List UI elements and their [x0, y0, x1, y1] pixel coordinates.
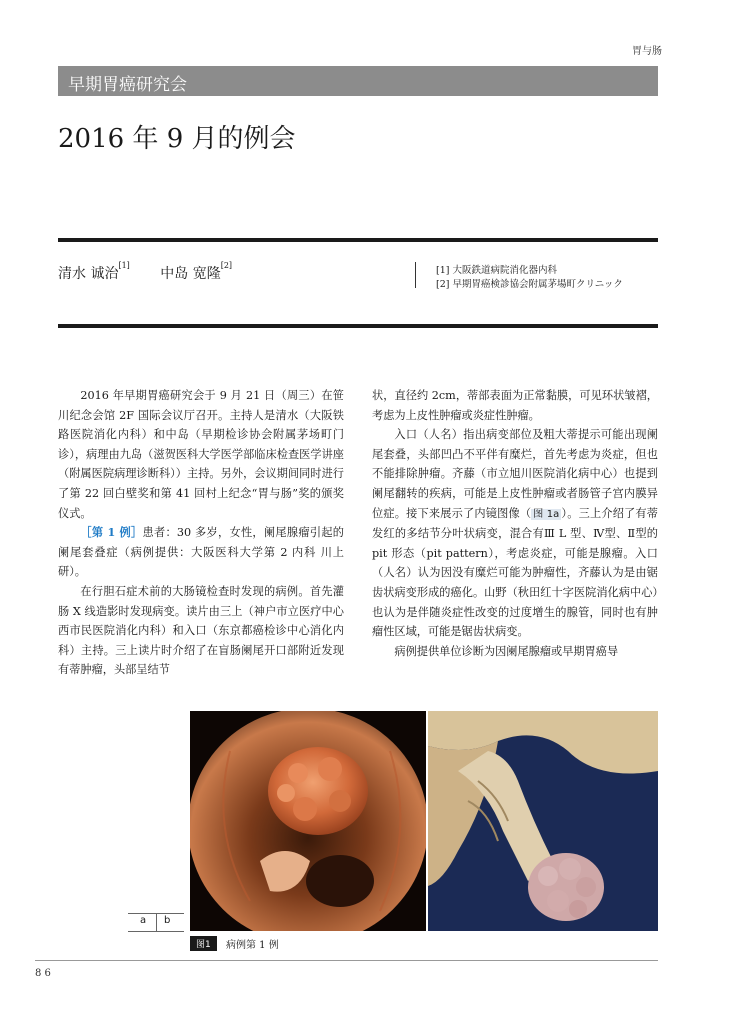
left-column: [58, 386, 344, 680]
author-name: 清水 诚治: [58, 266, 119, 282]
right-column: [372, 386, 658, 661]
subfigure-label-b: b: [164, 915, 171, 926]
specimen-illustration: [428, 711, 658, 931]
figure-badge: 图1: [190, 936, 217, 951]
page-number: 8 6: [35, 968, 51, 979]
section-band: [58, 66, 658, 96]
endoscopy-illustration: [190, 711, 426, 931]
affiliation-1: [1] 大阪鉄道病院消化器内科: [436, 265, 557, 276]
paragraph: 状，直径约 2cm，蒂部表面为正常黏膜，可见环状皱褶，考虑为上皮性肿瘤或炎症性肿瘤。: [372, 389, 658, 422]
article-title: 2016 年 9 月的例会: [58, 124, 296, 154]
specimen-image: [428, 711, 658, 931]
author-ref: [2]: [220, 261, 233, 270]
paragraph-text: 入口（人名）指出病变部位及粗大蒂提示可能出现阑尾套叠，头部凹凸不平伴有糜烂，首先考虑为炎症，但也不能排除肿瘤。齐藤（市立旭川医院消化病中心）也提到阑尾翻转的疾病，可能是上皮性肿瘤或者肠管子宫内膜异位症。接下来展示了内镜图像（: [372, 428, 658, 520]
author-ref: [1]: [118, 261, 130, 270]
paragraph-text: 患者：30 多岁，女性，阑尾腺瘤引起的阑尾套叠症（病例提供：大阪医科大学第 2 内科 川上 研）。: [58, 526, 344, 579]
paragraph: [58, 523, 344, 582]
case-label: ［第 1 例］: [80, 525, 143, 540]
section-title: 早期胃癌研究会: [68, 75, 187, 95]
author-name: 中岛 宽隆: [160, 266, 221, 282]
bottom-rule: [58, 324, 658, 328]
top-rule: [58, 238, 658, 242]
endoscopy-image: [190, 711, 426, 931]
footer-rule: [35, 960, 658, 961]
paragraph: 病例提供单位诊断为因阑尾腺瘤或早期胃癌导: [394, 644, 619, 658]
paragraph-text: ）。三上介绍了有蒂发红的多结节分叶状病变，混合有Ⅲ L 型、Ⅳ型、Ⅱ型的 pit 形态（pit pattern），考虑炎症，可能是腺瘤。入口（人名）认为因没有糜烂可能为肿瘤性，齐藤认为是由锯齿状病变形成的癌化。山野（秋田红十字医院消化病中心）也认为是伴随炎症性改变的过度增生的腺管，同时也有肿瘤性区域，可能是锯齿状病变。: [372, 506, 658, 639]
paragraph: 2016 年早期胃癌研究会于 9 月 21 日（周三）在笹川纪念会馆 2F 国际会议厅召开。主持人是清水（大阪铁路医院消化内科）和中岛（早期检诊协会附属茅场町门诊），病理由九岛（滋贺医科大学医学部临床检查医学讲座（附属医院病理诊断科））主持。另外，会议期间同时进行了第 22 回白壁奖和第 41 回村上纪念“胃与肠”奖的颁奖仪式。: [58, 389, 344, 520]
journal-name: 胃与肠: [632, 46, 662, 57]
paragraph: 在行胆石症术前的大肠镜检查时发现的病例。首先灌肠 X 线造影时发现病变。读片由三上（神户市立医疗中心西市民医院消化内科）和入口（东京都癌检诊中心消化内科）主持。三上读片时介绍了在盲肠阑尾开口部附近发现有蒂肿瘤，头部呈结节: [58, 584, 344, 677]
authors: [58, 263, 232, 283]
paragraph: [372, 425, 658, 642]
affiliation-2: [2] 早期胃癌検診協会附属茅場町クリニック: [436, 279, 623, 290]
affiliation-divider: [415, 262, 416, 288]
figure-caption: 病例第 1 例: [226, 940, 279, 951]
subfigure-divider: [156, 913, 157, 931]
subfigure-label-a: a: [140, 915, 147, 926]
figure-reference: 图 1a: [533, 508, 560, 520]
